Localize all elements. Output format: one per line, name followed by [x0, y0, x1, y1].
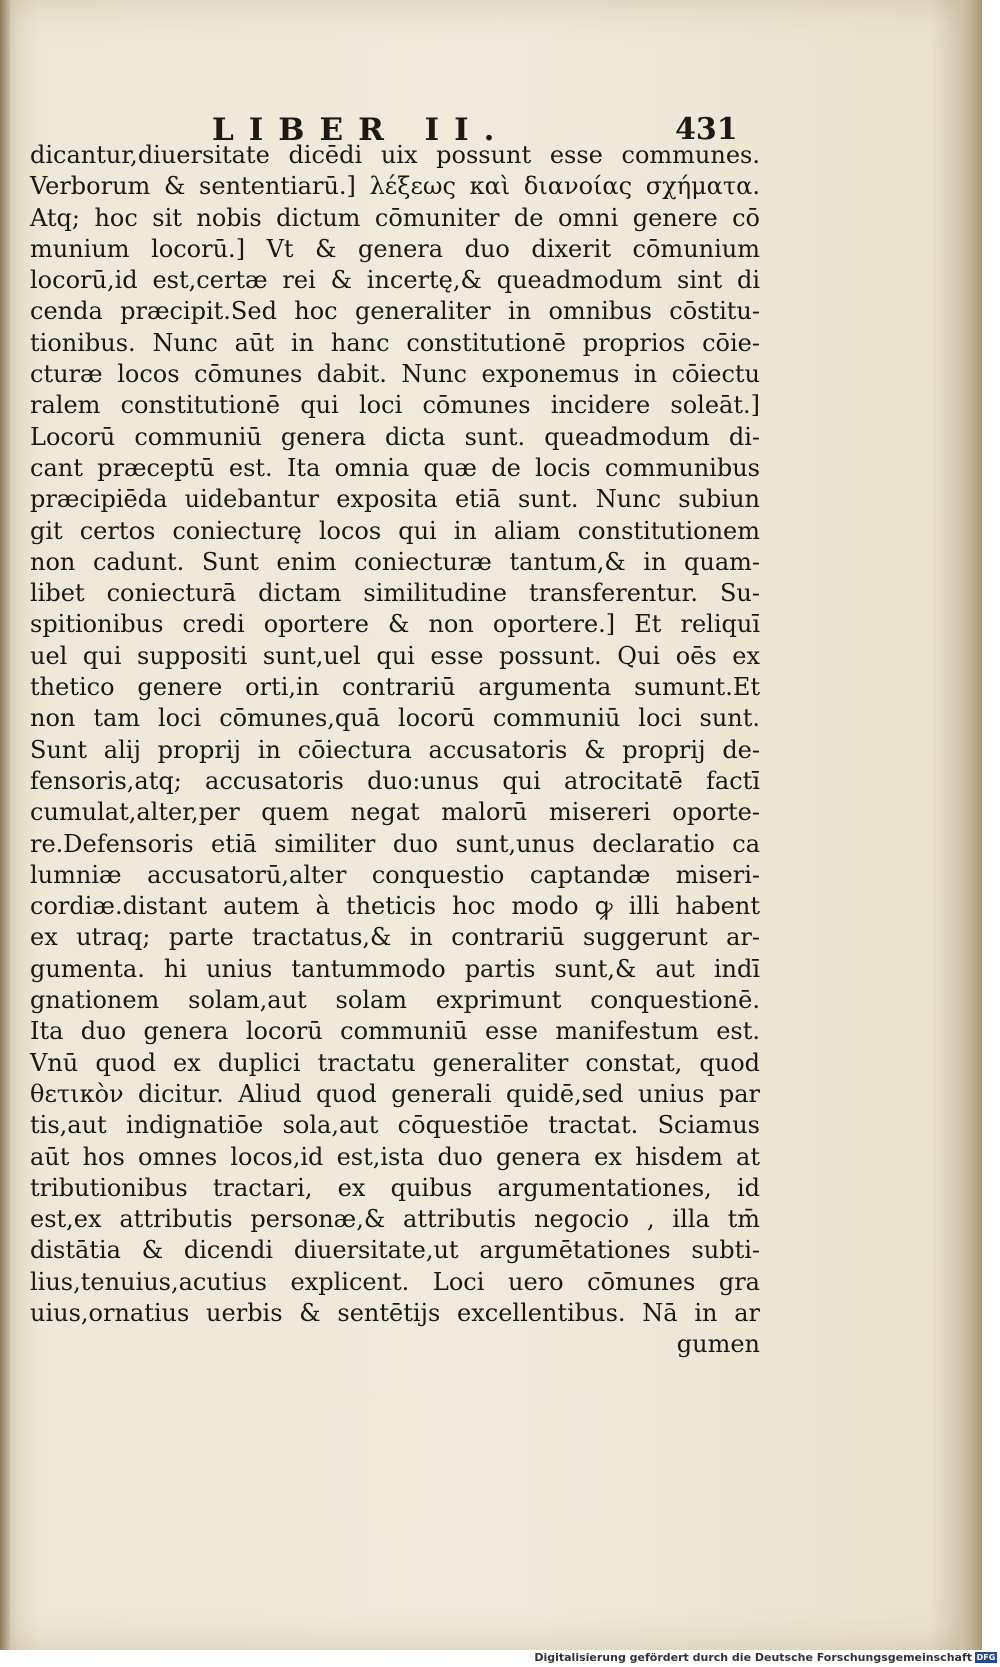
- dfg-logo: DFG: [976, 1653, 996, 1662]
- text-line: uel qui suppositi sunt,uel qui esse possunt. Qui oēs ex: [30, 641, 760, 670]
- text-line: præcipiēda uidebantur exposita etiā sunt. Nunc subiun: [30, 485, 760, 514]
- text-line: thetico genere orti,in contrariū argumenta sumunt.Et: [30, 673, 760, 702]
- text-line: θετικὸν dicitur. Aliud quod generali quidē,sed unius par: [30, 1079, 760, 1108]
- text-line: cant præceptū est. Ita omnia quæ de locis communibus: [30, 453, 760, 482]
- text-line: munium locorū.] Vt & genera duo dixerit cōmunium: [30, 234, 760, 263]
- text-line: ralem constitutionē qui loci cōmunes incidere soleāt.]: [30, 391, 760, 420]
- text-line: fensoris,atq; accusatoris duo:unus qui atrocitatē factī: [30, 766, 760, 795]
- text-line: lumniæ accusatorū,alter conquestio captandæ miseri-: [30, 860, 760, 889]
- text-line: gnationem solam,aut solam exprimunt conquestionē.: [30, 986, 760, 1015]
- page-number: 431: [675, 112, 738, 147]
- text-line: Verborum & sententiarū.] λέξεως καὶ διανοίας σχήματα.: [30, 172, 760, 201]
- body-text: [30, 140, 760, 1361]
- text-line: spitionibus credi oportere & non oportere.] Et reliquī: [30, 610, 760, 639]
- digitization-footer: [0, 1650, 1000, 1667]
- text-line: cordiæ.distant autem à theticis hoc modo ꝙ illi habent: [30, 892, 760, 921]
- text-line: ex utraq; parte tractatus,& in contrariū suggerunt ar-: [30, 923, 760, 952]
- text-line: locorū,id est,certæ rei & incertę,& queadmodum sint di: [30, 266, 760, 295]
- text-line: git certos coniecturę locos qui in aliam constitutionem: [30, 516, 760, 545]
- text-line: dicantur,diuersitate dicēdi uix possunt esse communes.: [30, 141, 760, 169]
- catchword: gumen: [676, 1330, 760, 1359]
- text-line: Atq; hoc sit nobis dictum cōmuniter de omni genere cō: [30, 203, 760, 232]
- text-line: est,ex attributis personæ,& attributis negocio , illa tm̄: [30, 1205, 760, 1234]
- text-line: non cadunt. Sunt enim coniecturæ tantum,& in quam-: [30, 547, 760, 576]
- text-line: Vnū quod ex duplici tractatu generaliter constat, quod: [30, 1048, 760, 1077]
- binding-shadow: [0, 0, 10, 1650]
- text-line: Locorū communiū genera dicta sunt. queadmodum di-: [30, 422, 760, 451]
- text-line: Sunt alij proprij in cōiectura accusatoris & proprij de-: [30, 735, 760, 764]
- text-line: re.Defensoris etiā similiter duo sunt,unus declaratio ca: [30, 829, 760, 858]
- running-title: LIBER II.: [212, 112, 510, 148]
- text-line: gumenta. hi unius tantummodo partis sunt,& aut indī: [30, 954, 760, 983]
- funding-credit: Digitalisierung gefördert durch die Deutsche Forschungsgemeinschaft: [534, 1651, 972, 1664]
- text-line: non tam loci cōmunes,quā locorū communiū loci sunt.: [30, 704, 760, 733]
- text-line: uius,ornatius uerbis & sentētijs excellentibus. Nā in ar: [30, 1298, 760, 1327]
- text-line: distātia & dicendi diuersitate,ut argumētationes subti-: [30, 1236, 760, 1265]
- text-line: Ita duo genera locorū communiū esse manifestum est.: [30, 1017, 760, 1046]
- text-line: libet coniecturā dictam similitudine transferentur. Su-: [30, 579, 760, 608]
- text-line: aūt hos omnes locos,id est,ista duo genera ex hisdem at: [30, 1142, 760, 1171]
- text-line: tionibus. Nunc aūt in hanc constitutionē proprios cōie-: [30, 328, 760, 357]
- text-line: tis,aut indignatiōe sola,aut cōquestiōe tractat. Sciamus: [30, 1111, 760, 1140]
- text-line: cumulat,alter,per quem negat malorū misereri oporte-: [30, 798, 760, 827]
- text-line: cenda præcipit.Sed hoc generaliter in omnibus cōstitu-: [30, 297, 760, 326]
- text-line: lius,tenuius,acutius explicent. Loci uero cōmunes gra: [30, 1267, 760, 1296]
- page-edge: [960, 0, 982, 1650]
- text-line: tributionibus tractari, ex quibus argumentationes, id: [30, 1173, 760, 1202]
- text-line: cturæ locos cōmunes dabit. Nunc exponemus in cōiectu: [30, 360, 760, 389]
